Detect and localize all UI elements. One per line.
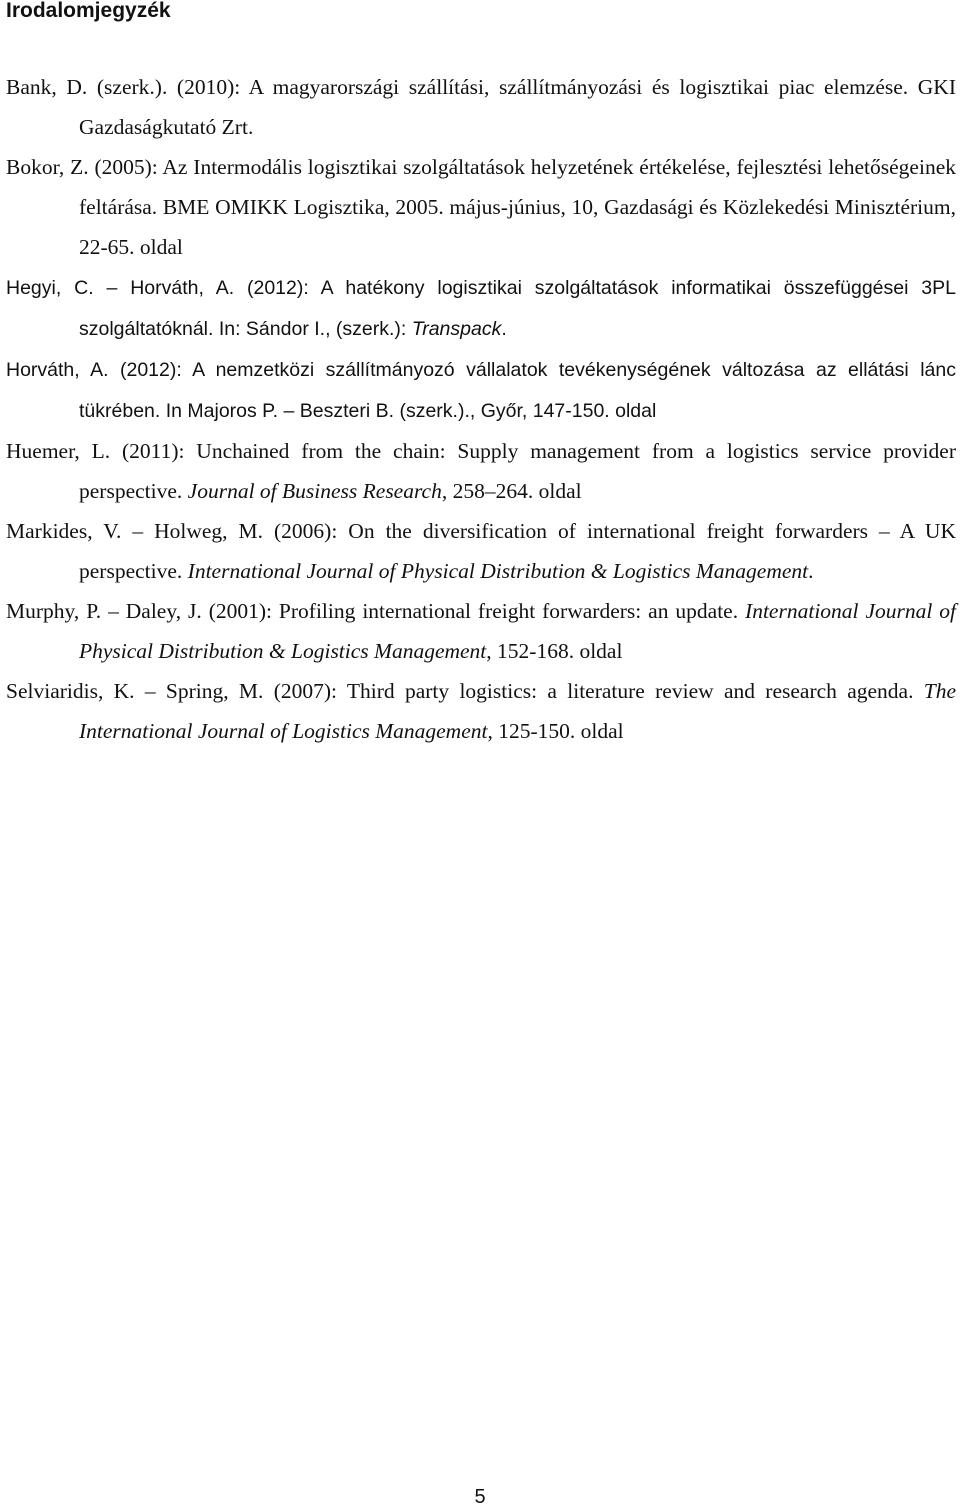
bib-entry-horvath: [6, 349, 956, 431]
bib-entry-text: Markides, V. – Holweg, M. (2006): On the diversification of international freight forwarders – A UK perspective.: [6, 519, 956, 583]
bib-entry-text: Bokor, Z. (2005): Az Intermodális logisztikai szolgáltatások helyzetének értékelése, fejlesztési lehetőségeinek feltárása. BME OMIKK Logisztika, 2005. május-június, 10, Gazdasági és Közlekedési Minisztérium, 22-65. oldal: [6, 155, 956, 259]
bib-entry-source: International Journal of Physical Distribution & Logistics Management: [79, 599, 956, 663]
bib-entry-text: Horváth, A. (2012): A nemzetközi szállítmányozó vállalatok tevékenységének változása az ellátási lánc tükrében. In Majoros P. – Beszteri B. (szerk.)., Győr, 147-150. oldal: [6, 359, 956, 422]
bib-entry-text: Murphy, P. – Daley, J. (2001): Profiling international freight forwarders: an update.: [6, 599, 746, 623]
bib-entry-source: International Journal of Physical Distribution & Logistics Management: [187, 559, 809, 583]
bib-entry-suffix: , 258–264. oldal: [441, 479, 582, 503]
bib-entry-hegyi: [6, 267, 956, 349]
bib-entry-huemer: [6, 431, 956, 511]
bib-entry-selviaridis: [6, 671, 956, 751]
bib-entry-markides: [6, 511, 956, 591]
bib-entry-text: Hegyi, C. – Horváth, A. (2012): A hatékony logisztikai szolgáltatások informatikai összefüggései 3PL szolgáltatóknál. In: Sándor I., (szerk.):: [6, 277, 956, 340]
bib-entry-murphy: [6, 591, 956, 671]
bib-entry-suffix: .: [501, 318, 507, 340]
bib-entry-bokor: [6, 147, 956, 267]
bib-entry-source: The International Journal of Logistics Management: [79, 679, 956, 743]
bib-entry-suffix: , 152-168. oldal: [486, 639, 623, 663]
bib-entry-text: Selviaridis, K. – Spring, M. (2007): Third party logistics: a literature review and research agenda.: [6, 679, 924, 703]
page-number: 5: [474, 1486, 486, 1508]
page-title: Irodalomjegyzék: [6, 0, 171, 22]
bib-entry-bank: [6, 67, 956, 147]
bib-entry-source: Transpack: [411, 318, 502, 340]
bib-entry-suffix: .: [808, 559, 814, 583]
bib-entry-source: Journal of Business Research: [187, 479, 442, 503]
bib-entry-text: Huemer, L. (2011): Unchained from the chain: Supply management from a logistics service provider perspective.: [6, 439, 956, 503]
bibliography-list: [6, 67, 956, 751]
bib-entry-text: Bank, D. (szerk.). (2010): A magyarországi szállítási, szállítmányozási és logisztikai piac elemzése. GKI Gazdaságkutató Zrt.: [6, 75, 956, 139]
bib-entry-suffix: , 125-150. oldal: [487, 719, 624, 743]
